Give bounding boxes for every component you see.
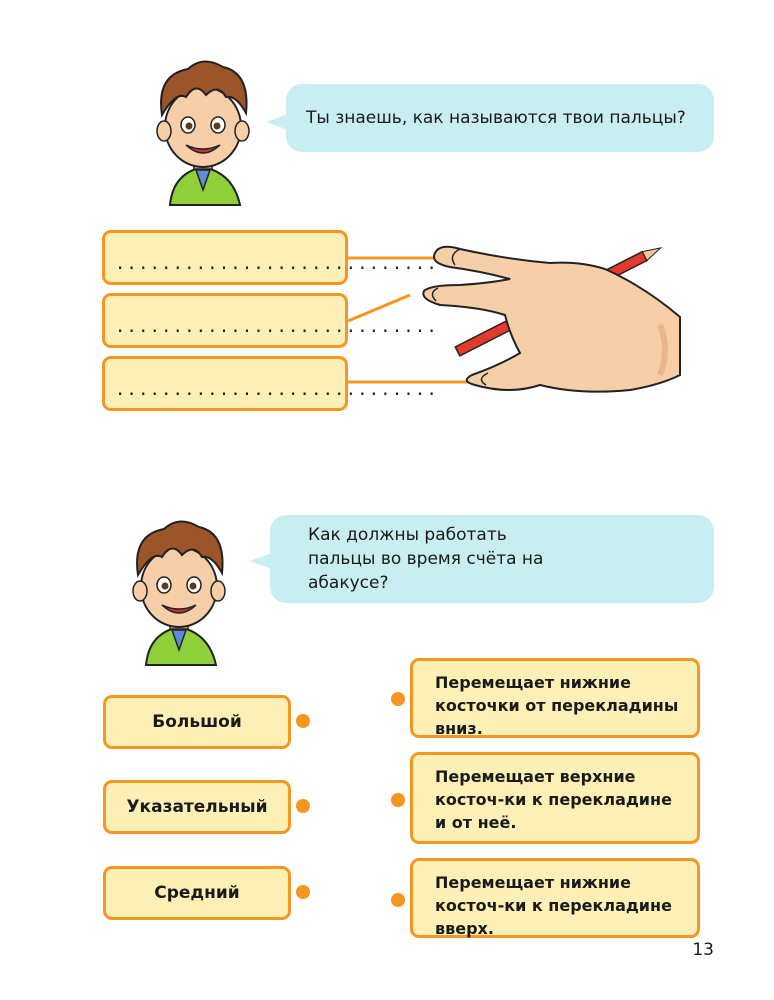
finger-label-text: Средний bbox=[154, 883, 240, 903]
finger-label-thumb bbox=[103, 695, 291, 749]
action-box-3 bbox=[410, 858, 700, 938]
match-dot-left-3[interactable] bbox=[296, 885, 310, 899]
finger-label-text: Указательный bbox=[126, 797, 268, 817]
page-number: 13 bbox=[692, 940, 714, 960]
match-dot-left-2[interactable] bbox=[296, 799, 310, 813]
action-box-1 bbox=[410, 658, 700, 738]
bubble-tail bbox=[250, 553, 272, 569]
finger-name-blank-3[interactable] bbox=[102, 356, 438, 411]
answer-dotted-line: ............................ bbox=[115, 380, 438, 400]
match-dot-right-2[interactable] bbox=[391, 793, 405, 807]
speech-bubble-question-2 bbox=[270, 515, 714, 603]
action-text: Перемещает нижние косточ-ки к перекладине вверх. bbox=[435, 873, 672, 938]
finger-label-index bbox=[103, 780, 291, 834]
bubble-tail bbox=[266, 114, 288, 130]
boy-illustration-bottom bbox=[124, 515, 234, 670]
boy-illustration-top bbox=[148, 55, 258, 215]
finger-name-blank-2[interactable] bbox=[102, 293, 438, 348]
answer-dotted-line: ............................ bbox=[115, 254, 438, 274]
match-dot-left-1[interactable] bbox=[296, 714, 310, 728]
question-1-text: Ты знаешь, как называются твои пальцы? bbox=[306, 108, 686, 128]
match-dot-right-3[interactable] bbox=[391, 893, 405, 907]
finger-label-middle bbox=[103, 866, 291, 920]
finger-name-blank-1[interactable] bbox=[102, 230, 438, 285]
question-2-text: Как должны работать пальцы во время счёта на абакусе? bbox=[308, 525, 544, 593]
action-text: Перемещает нижние косточки от перекладины вниз. bbox=[435, 673, 679, 738]
action-text: Перемещает верхние косточ-ки к перекладине и от неё. bbox=[435, 767, 672, 832]
match-dot-right-1[interactable] bbox=[391, 692, 405, 706]
action-box-2 bbox=[410, 752, 700, 844]
finger-label-text: Большой bbox=[152, 712, 242, 732]
answer-dotted-line: ............................ bbox=[115, 317, 438, 337]
speech-bubble-question-1 bbox=[286, 84, 714, 152]
